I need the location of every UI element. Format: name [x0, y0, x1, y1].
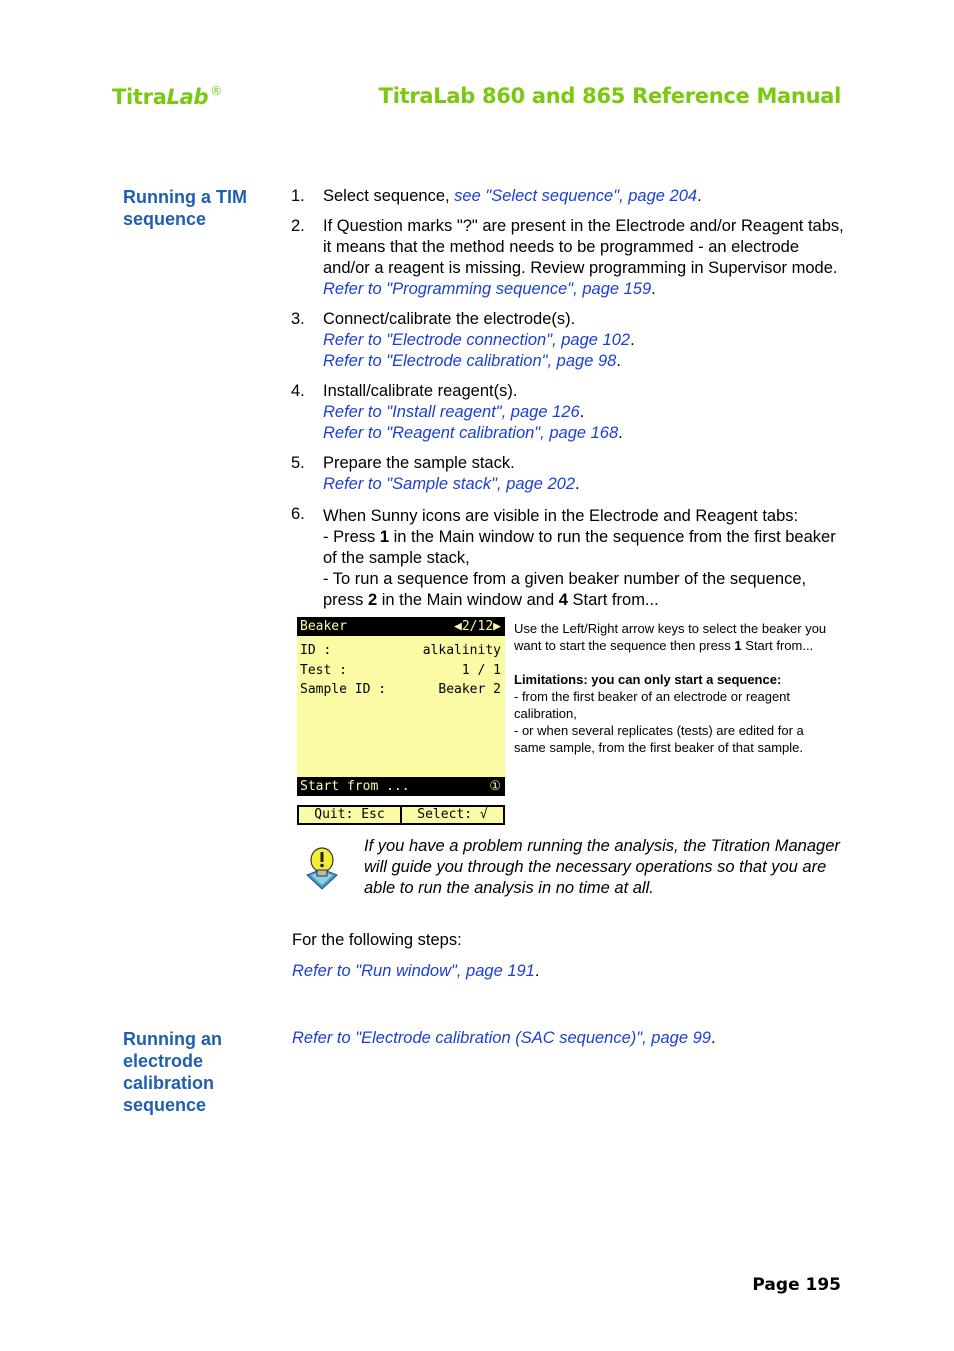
key-number: 1 [734, 638, 742, 653]
steps-list [291, 186, 846, 620]
brand-lab: Lab [166, 85, 209, 109]
lcd-start-from-bar [297, 777, 505, 796]
lcd-start-from: Start from ... [300, 779, 410, 794]
lcd-value: alkalinity [422, 643, 501, 658]
key-number: 2 [367, 591, 378, 609]
punct: . [710, 1029, 716, 1047]
text-fragment: Use the Left/Right arrow keys to select the beaker you want to start the sequence then press [514, 621, 827, 653]
page-number: Page 195 [752, 1275, 841, 1295]
section-heading-electrode-calibration [123, 1028, 273, 1116]
select-sequence-link[interactable]: see "Select sequence", page 204 [454, 187, 698, 205]
step-text: Install/calibrate reagent(s). [323, 382, 518, 400]
lcd-value: Beaker 2 [438, 682, 501, 697]
step-text: Select sequence, [323, 187, 455, 205]
lcd-row [300, 681, 501, 699]
sample-stack-link[interactable]: Refer to "Sample stack", page 202 [323, 475, 576, 493]
reagent-calibration-link[interactable]: Refer to "Reagent calibration", page 168 [323, 424, 619, 442]
sac-sequence-link[interactable]: Refer to "Electrode calibration (SAC sequence)", page 99 [292, 1029, 711, 1047]
programming-sequence-link[interactable]: Refer to "Programming sequence", page 159 [323, 280, 652, 298]
heading-line: calibration [123, 1073, 215, 1093]
following-steps-ref [292, 961, 539, 982]
heading-line: sequence [123, 209, 207, 229]
text-fragment: Start from... [741, 638, 814, 653]
punct: . [697, 187, 702, 205]
lcd-row [300, 642, 501, 660]
lcd-label: ID : [300, 643, 332, 658]
step-text: If Question marks "?" are present in the Electrode and/or Reagent tabs, it means that the method needs to be programmed - an electrode and/or a reagent is missing. Review programming in Supervisor mode. [323, 217, 844, 277]
heading-line: electrode [123, 1051, 204, 1071]
lcd-screen-figure [297, 617, 505, 825]
select-softkey[interactable]: Select: √ [402, 805, 505, 825]
step-item [291, 309, 846, 372]
step-number: 2. [291, 217, 305, 235]
punct: . [630, 331, 635, 349]
punct: . [618, 424, 623, 442]
step-item [291, 381, 846, 444]
punct: . [651, 280, 656, 298]
lcd-value: 1 / 1 [461, 663, 501, 678]
brand-logo [112, 84, 222, 109]
text-fragment: Start from... [567, 591, 659, 609]
key-number: 1 [379, 528, 390, 546]
punct: . [616, 352, 621, 370]
lcd-title: Beaker [300, 619, 347, 634]
note-instructions [514, 620, 839, 654]
punct: . [575, 475, 580, 493]
step-text [323, 527, 846, 569]
note-limitations: Limitations: you can only start a sequence: [514, 672, 782, 687]
heading-line: Running a TIM [123, 187, 247, 207]
lcd-display [297, 617, 505, 795]
step-text: When Sunny icons are visible in the Electrode and Reagent tabs: [323, 507, 799, 525]
electrode-calibration-link[interactable]: Refer to "Electrode calibration", page 98 [323, 352, 617, 370]
section-heading-tim [123, 186, 273, 230]
punct: . [534, 962, 540, 980]
document-title: TitraLab 860 and 865 Reference Manual [378, 84, 841, 108]
text-fragment: in the Main window and [377, 591, 559, 609]
lcd-start-number: ① [489, 779, 501, 794]
note-item: - or when several replicates (tests) are edited for a same sample, from the first beaker of that sample. [514, 723, 804, 755]
electrode-connection-link[interactable]: Refer to "Electrode connection", page 102 [323, 331, 631, 349]
following-steps-label: For the following steps: [292, 931, 462, 949]
step-number: 4. [291, 382, 305, 400]
step-text: Connect/calibrate the electrode(s). [323, 310, 576, 328]
step-number: 6. [291, 505, 305, 523]
punct: . [579, 403, 585, 421]
quit-softkey[interactable]: Quit: Esc [297, 805, 402, 825]
step-number: 5. [291, 454, 305, 472]
step-item [291, 186, 846, 207]
text-fragment: - To run a sequence from a given beaker number of the sequence, press [323, 570, 807, 609]
install-reagent-link[interactable]: Refer to "Install reagent", page 126 [323, 403, 580, 421]
run-window-link[interactable]: Refer to "Run window", page 191 [292, 962, 535, 980]
step-text: Prepare the sample stack. [323, 454, 515, 472]
text-fragment: in the Main window to run the sequence from the first beaker of the sample stack, [323, 528, 836, 567]
step-number: 3. [291, 310, 305, 328]
lcd-title-bar [297, 617, 505, 636]
lcd-note [514, 620, 839, 756]
step-item [291, 453, 846, 495]
tip-text: If you have a problem running the analysis, the Titration Manager will guide you through the necessary operations so that you are able to run the analysis in no time at all. [364, 837, 840, 897]
key-number: 4 [558, 591, 568, 609]
step-number: 1. [291, 187, 305, 205]
step-text [323, 569, 846, 611]
step-item [291, 216, 846, 300]
heading-line: Running an [123, 1029, 222, 1049]
sac-sequence-ref [292, 1028, 716, 1049]
brand-registered: ® [210, 84, 222, 98]
note-item: - from the first beaker of an electrode or reagent calibration, [514, 689, 791, 721]
lcd-row [300, 662, 501, 680]
lcd-label: Sample ID : [300, 682, 387, 697]
lcd-label: Test : [300, 663, 347, 678]
heading-line: sequence [123, 1095, 207, 1115]
lcd-counter: ◀2/12▶ [454, 619, 501, 634]
lightbulb-icon [303, 845, 341, 891]
brand-titra: Titra [112, 85, 167, 109]
lcd-softkeys [297, 805, 505, 825]
text-fragment: - Press [323, 528, 380, 546]
step-item [291, 504, 846, 611]
